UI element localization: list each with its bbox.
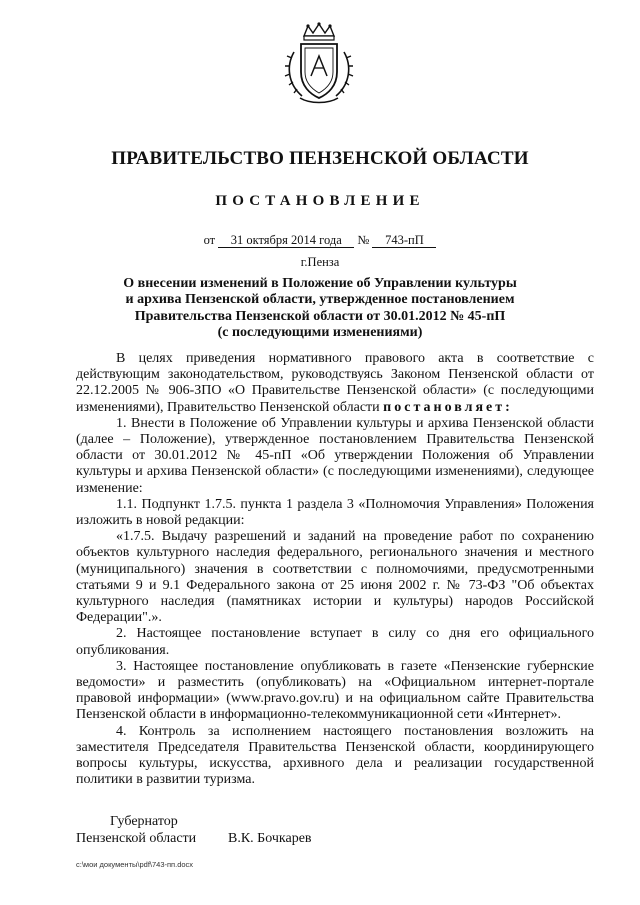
city: г.Пенза	[300, 255, 340, 269]
heading-line: (с последующими изменениями)	[217, 324, 423, 340]
decree-word: постановляет:	[383, 399, 513, 415]
document-heading	[95, 276, 545, 341]
signer-region: Пензенской области	[76, 831, 197, 846]
heading-line: О внесении изменений в Положение об Управлении культуры	[123, 276, 517, 291]
preamble-text: В целях приведения нормативного правового акта в соответствие с действующим законодательством, руководствуясь Законом Пензенской области от 22.12.2005 № 906-ЗПО «О Правительстве Пензенской области» (с последующими изменениями), Правительство Пензенской области	[76, 351, 594, 415]
number-prefix: №	[357, 233, 370, 247]
clause-4: 4. Контроль за исполнением настоящего постановления возложить на заместителя Председателя Правительства Пензенской области, координирующего вопросы культуры, искусства, архивного дела и реализации государственной политики в развитии туризма.	[76, 723, 594, 788]
government-title: ПРАВИТЕЛЬСТВО ПЕНЗЕНСКОЙ ОБЛАСТИ	[111, 148, 529, 169]
signer-role: Губернатор	[110, 814, 178, 829]
signature-block	[76, 813, 312, 847]
document-date: 31 октября 2014 года	[218, 233, 354, 248]
heading-line: Правительства Пензенской области от 30.01.2012 № 45-пП	[134, 308, 506, 324]
clause-1-1-text: «1.7.5. Выдачу разрешений и заданий на проведение работ по сохранению объектов культурного наследия федерального, регионального значения и местного (муниципального) значения в соответствии с полномочиями, предусмотренными статьями 9 и 9.1 Федерального закона от 25 июня 2002 г. № 73-ФЗ "Об объектах культурного наследия (памятниках истории и культуры) народов Российской Федерации".».	[76, 529, 594, 626]
signer-name: В.К. Бочкарев	[228, 831, 312, 846]
document-type: ПОСТАНОВЛЕНИЕ	[215, 193, 425, 209]
clause-2: 2. Настоящее постановление вступает в силу со дня его официального опубликования.	[76, 626, 594, 658]
penza-coat-of-arms-icon	[282, 22, 356, 106]
document-number: 743-пП	[372, 233, 436, 248]
date-prefix: от	[203, 233, 216, 247]
date-number-line	[0, 233, 640, 248]
file-path-footer: c:\мои документы\pdf\743-пп.docx	[76, 860, 194, 869]
clause-1: 1. Внести в Положение об Управлении культуры и архива Пензенской области (далее – Положение), утвержденное постановлением Правительства Пензенской области от 30.01.2012 № 45-пП «Об утверждении Положения об Управлении культуры и архива Пензенской области» (с последующими изменениями), следующее изменение:	[76, 415, 594, 496]
clause-1-1: 1.1. Подпункт 1.7.5. пункта 1 раздела 3 «Полномочия Управления» Положения изложить в новой редакции:	[76, 496, 594, 529]
clause-3: 3. Настоящее постановление опубликовать в газете «Пензенские губернские ведомости» и разместить (опубликовать) на «Официальном интернет-портале правовой информации» (www.pravo.gov.ru) и на официальном сайте Правительства Пензенской области в информационно-телекоммуникационной сети «Интернет».	[76, 658, 594, 723]
heading-line: и архива Пензенской области, утвержденное постановлением	[125, 292, 515, 308]
document-body	[76, 351, 594, 788]
preamble-paragraph	[76, 351, 594, 416]
